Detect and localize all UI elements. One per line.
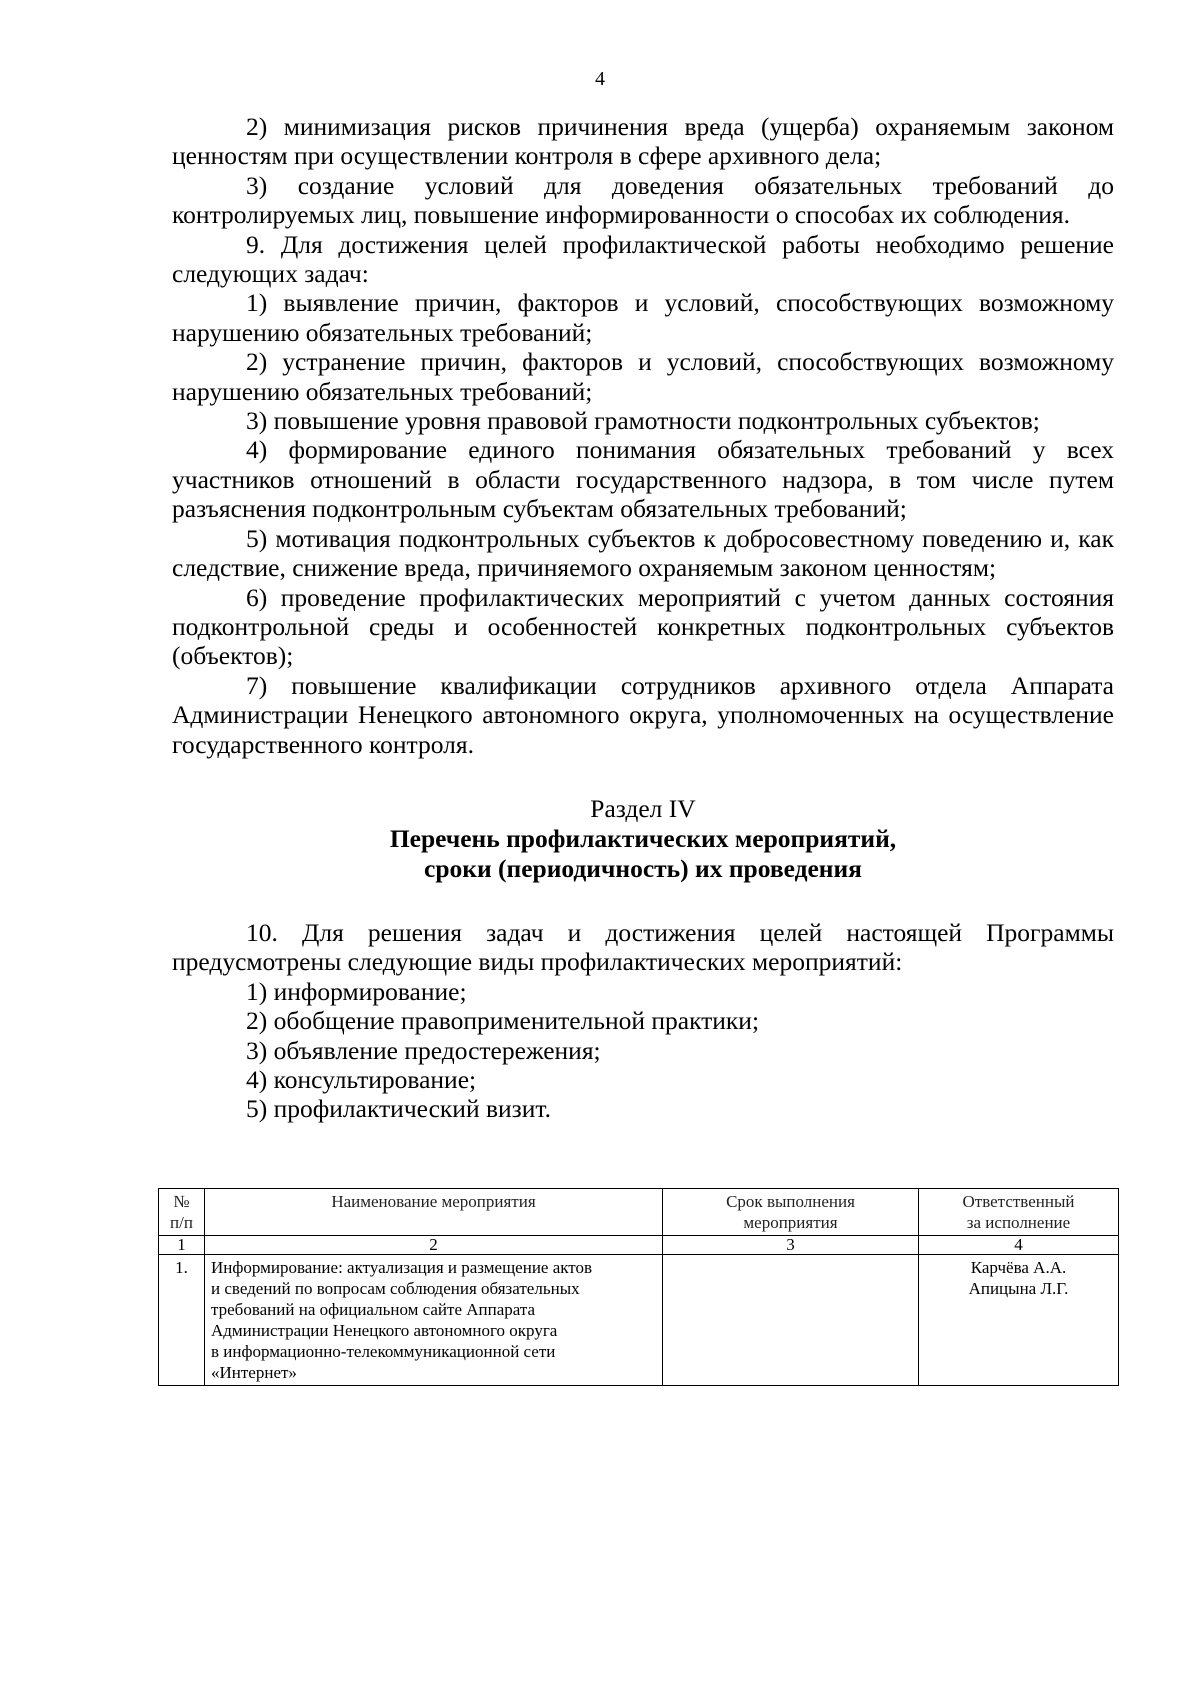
- column-number: 2: [205, 1236, 663, 1255]
- paragraph: 9. Для достижения целей профилактической работы необходимо решение следующих задач:: [172, 229, 1114, 289]
- paragraph: 7) повышение квалификации сотрудников архивного отдела Аппарата Администрации Ненецкого автономного округа, уполномоченных на осуществление государственного контроля.: [172, 670, 1114, 759]
- header-term: Срок выполнения мероприятия: [663, 1189, 919, 1236]
- section-title-line: сроки (периодичность) их проведения: [424, 853, 862, 883]
- section-title-line: Перечень профилактических мероприятий,: [389, 823, 897, 853]
- column-number: 4: [919, 1236, 1119, 1255]
- list-item: 1) информирование;: [246, 976, 467, 1006]
- section-number: Раздел IV: [590, 793, 696, 823]
- paragraph: 5) мотивация подконтрольных субъектов к добросовестному поведению и, как следствие, снижение вреда, причиняемого охраняемым законом ценностям;: [172, 523, 1114, 583]
- document-body: [172, 112, 1114, 1124]
- page-number: 4: [595, 68, 605, 90]
- paragraph: 2) минимизация рисков причинения вреда (ущерба) охраняемым законом ценностям при осуществлении контроля в сфере архивного дела;: [172, 112, 1114, 171]
- header-name: Наименование мероприятия: [205, 1189, 663, 1236]
- paragraph: 6) проведение профилактических мероприятий с учетом данных состояния подконтрольной среды и особенностей конкретных подконтрольных субъектов (объектов);: [172, 582, 1114, 671]
- column-number: 1: [159, 1236, 205, 1255]
- list-item: 5) профилактический визит.: [246, 1094, 551, 1124]
- paragraph: 3) создание условий для доведения обязательных требований до контролируемых лиц, повышение информированности о способах их соблюдения.: [172, 170, 1114, 230]
- header-num: № п/п: [159, 1189, 205, 1236]
- row-term: [663, 1255, 919, 1386]
- list-item: 3) объявление предостережения;: [246, 1035, 601, 1065]
- list-item: 4) консультирование;: [246, 1064, 477, 1094]
- list-item: 2) обобщение правоприменительной практики;: [246, 1006, 760, 1036]
- paragraph: 3) повышение уровня правовой грамотности подконтрольных субъектов;: [246, 406, 1040, 436]
- row-measure-name: Информирование: актуализация и размещение актов и сведений по вопросам соблюдения обязательных требований на официальном сайте Аппарата Администрации Ненецкого автономного округа в информационно-телекоммуникационной сети «Интернет»: [205, 1255, 663, 1386]
- measures-intro: [172, 918, 1114, 1124]
- paragraph: 2) устранение причин, факторов и условий, способствующих возможному нарушению обязательных требований;: [172, 347, 1114, 406]
- header-responsible: Ответственный за исполнение: [919, 1189, 1119, 1236]
- table-header-row: [159, 1189, 1119, 1236]
- paragraph: 10. Для решения задач и достижения целей настоящей Программы предусмотрены следующие виды профилактических мероприятий:: [172, 917, 1114, 977]
- paragraph: 4) формирование единого понимания обязательных требований у всех участников отношений в области государственного надзора, в том числе путем разъяснения подконтрольным субъектам обязательных требований;: [172, 435, 1114, 524]
- table-row: [159, 1255, 1119, 1386]
- measures-table: [158, 1188, 1119, 1386]
- column-number: 3: [663, 1236, 919, 1255]
- table-column-numbers-row: [159, 1236, 1119, 1255]
- paragraph: 1) выявление причин, факторов и условий, способствующих возможному нарушению обязательных требований;: [172, 288, 1114, 347]
- row-number: 1.: [159, 1255, 205, 1386]
- row-responsible: Карчёва А.А. Апицына Л.Г.: [919, 1255, 1119, 1386]
- section-heading: [172, 794, 1114, 884]
